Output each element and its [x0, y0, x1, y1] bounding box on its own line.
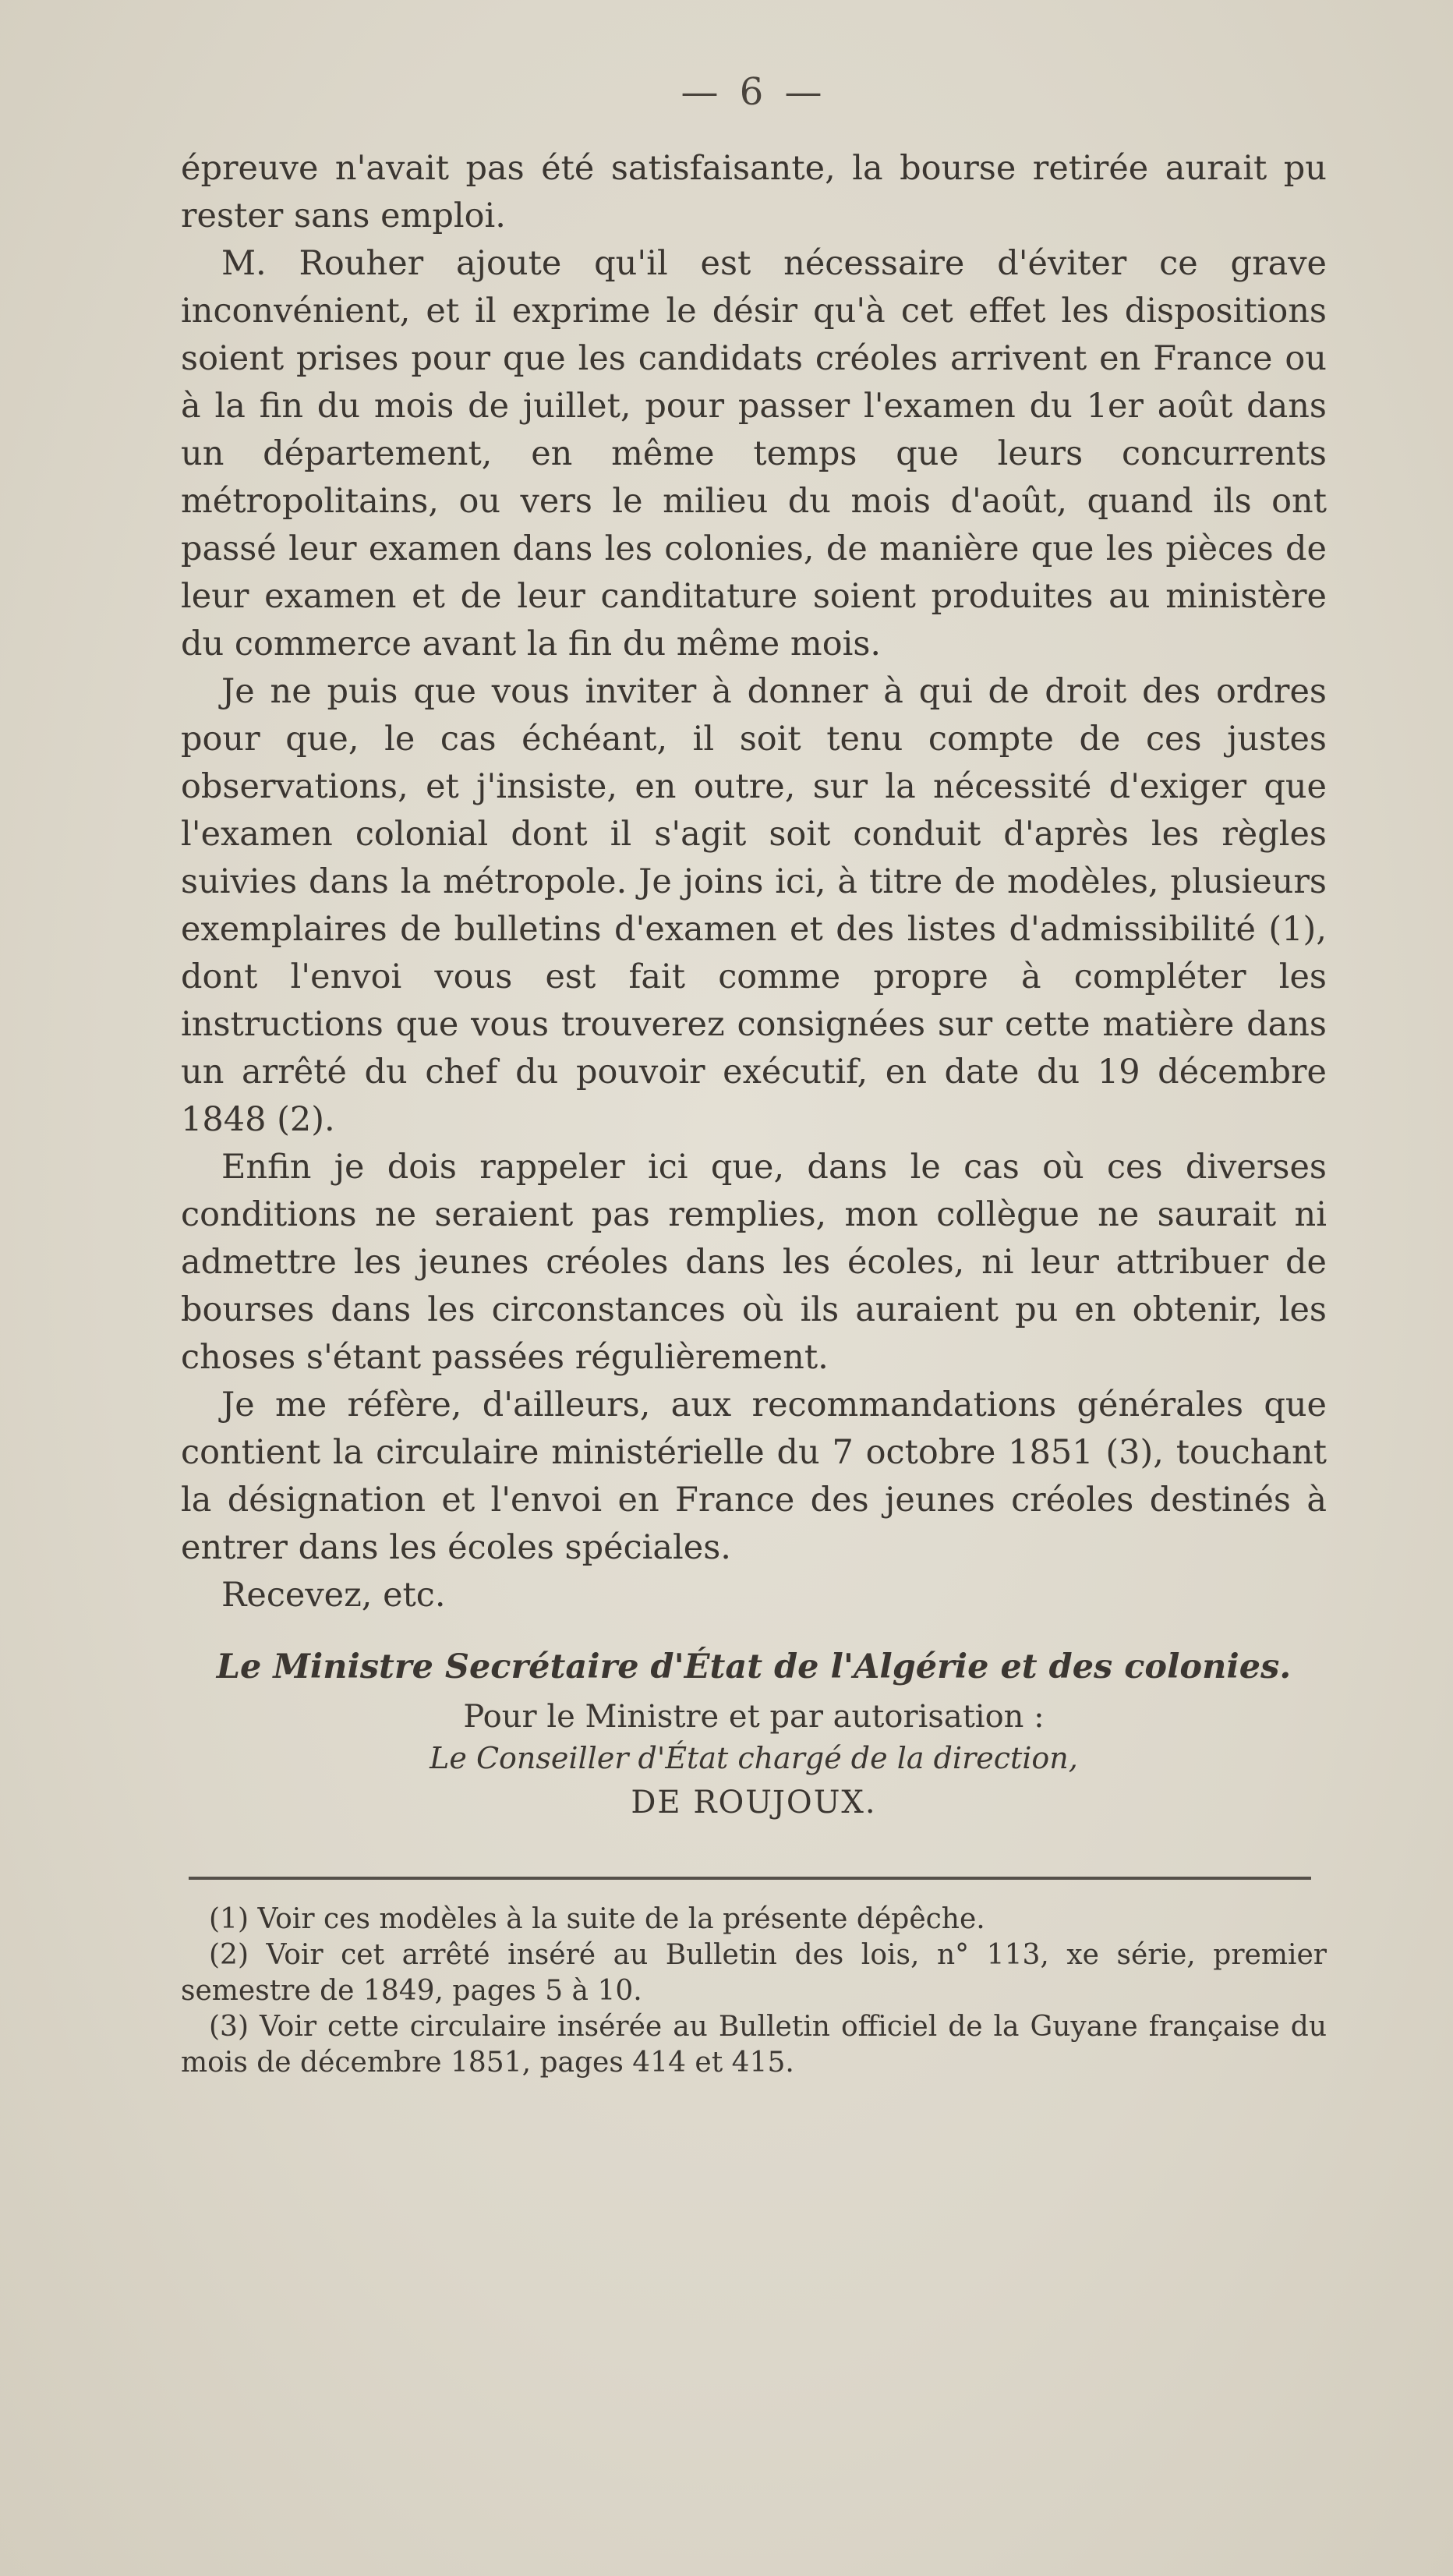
signature-block	[181, 1647, 1327, 1821]
signatory-role: Le Conseiller d'État chargé de la direction,	[430, 1741, 1078, 1775]
footnotes	[181, 1902, 1327, 2081]
paragraph: épreuve n'avait pas été satisfaisante, la bourse retirée aurait pu rester sans emploi.	[181, 149, 1327, 235]
paragraph: M. Rouher ajoute qu'il est nécessaire d'éviter ce grave inconvénient, et il exprime le désir qu'à cet effet les dispositions soient prises pour que les candidats créoles arrivent en France ou à la fin du mois de juillet, pour passer l'examen du 1er août dans un département, en même temps que leurs concurrents métropolitains, ou vers le milieu du mois d'août, quand ils ont passé leur examen dans les colonies, de manière que les pièces de leur examen et de leur canditature soient produites au ministère du commerce avant la fin du même mois.	[181, 244, 1327, 663]
paragraph: Je me réfère, d'ailleurs, aux recommandations générales que contient la circulaire ministérielle du 7 octobre 1851 (3), touchant la désignation et l'envoi en France des jeunes créoles destinés à entrer dans les écoles spéciales.	[181, 1385, 1327, 1567]
letter-body	[181, 145, 1327, 1619]
closing-formula: Recevez, etc.	[221, 1576, 446, 1615]
signatory-title: Le Ministre Secrétaire d'État de l'Algérie et des colonies.	[216, 1647, 1292, 1686]
page-content	[181, 70, 1327, 2081]
footnote: (1) Voir ces modèles à la suite de la présente dépêche.	[209, 1903, 985, 1935]
signatory-name: DE ROUJOUX.	[631, 1785, 877, 1821]
page-number: — 6 —	[681, 70, 827, 114]
footnote-divider	[189, 1877, 1311, 1880]
paragraph: Je ne puis que vous inviter à donner à qui de droit des ordres pour que, le cas échéant, il soit tenu compte de ces justes observations, et j'insiste, en outre, sur la nécessité d'exiger que l'examen colonial dont il s'agit soit conduit d'après les règles suivies dans la métropole. Je joins ici, à titre de modèles, plusieurs exemplaires de bulletins d'examen et des listes d'admissibilité (1), dont l'envoi vous est fait comme propre à compléter les instructions que vous trouverez consignées sur cette matière dans un arrêté du chef du pouvoir exécutif, en date du 19 décembre 1848 (2).	[181, 672, 1327, 1139]
authorization-line: Pour le Ministre et par autorisation :	[463, 1699, 1045, 1735]
footnote: (2) Voir cet arrêté inséré au Bulletin des lois, n° 113, xe série, premier semestre de 1849, pages 5 à 10.	[181, 1939, 1327, 2007]
paragraph: Enfin je dois rappeler ici que, dans le cas où ces diverses conditions ne seraient pas remplies, mon collègue ne saurait ni admettre les jeunes créoles dans les écoles, ni leur attribuer de bourses dans les circonstances où ils auraient pu en obtenir, les choses s'étant passées régulièrement.	[181, 1148, 1327, 1377]
footnote: (3) Voir cette circulaire insérée au Bulletin officiel de la Guyane française du mois de décembre 1851, pages 414 et 415.	[181, 2011, 1327, 2079]
